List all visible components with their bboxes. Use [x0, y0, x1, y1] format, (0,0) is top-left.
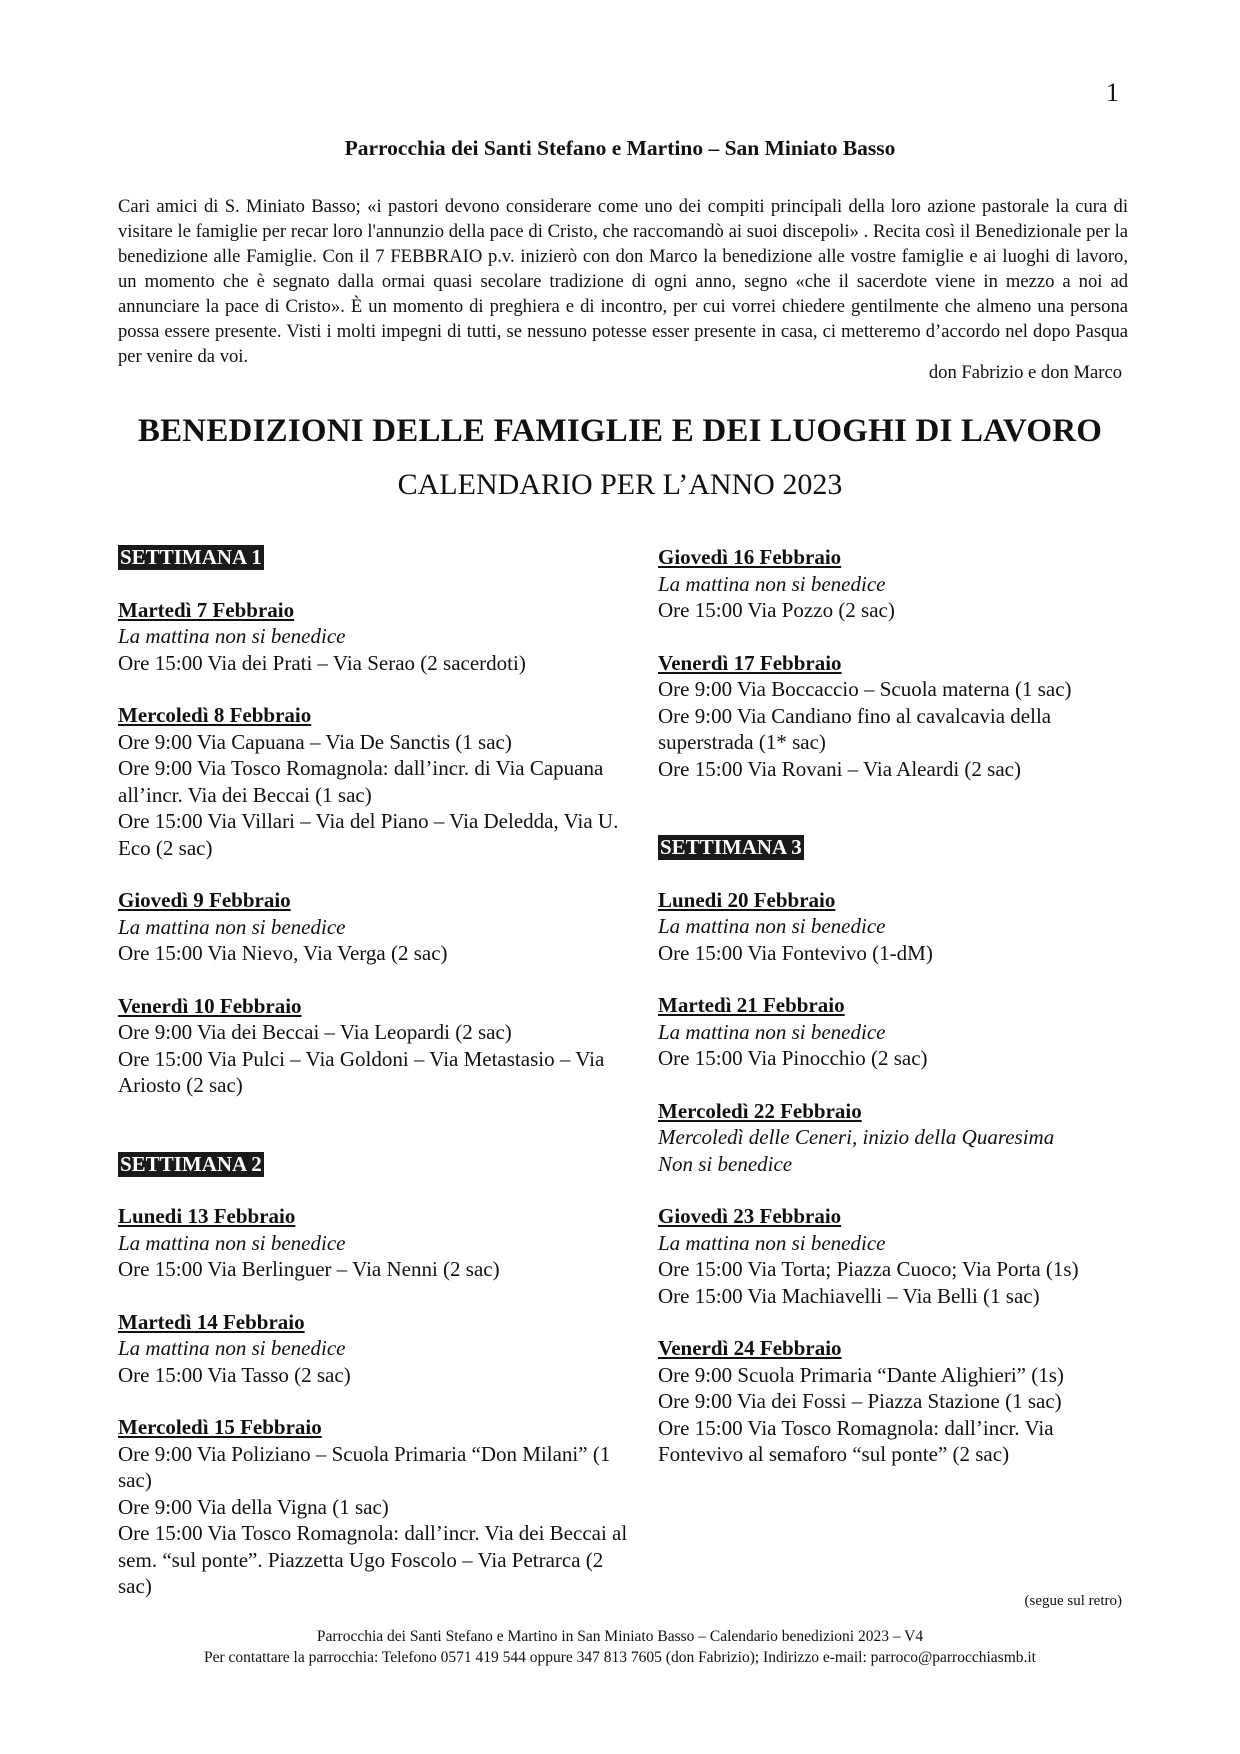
- week-label: SETTIMANA 3: [660, 835, 802, 859]
- schedule-line: Ore 9:00 Via della Vigna (1 sac): [118, 1494, 389, 1519]
- day-title: Martedì 14 Febbraio: [118, 1309, 305, 1334]
- day-note: La mattina non si benedice: [658, 1230, 886, 1255]
- schedule-line: Ore 15:00 Via Tosco Romagnola: dall’incr. Via dei Beccai al sem. “sul ponte”. Piazzetta Ugo Foscolo – Via Petrarca (2 sac): [118, 1521, 628, 1598]
- signature: don Fabrizio e don Marco: [928, 362, 1122, 383]
- schedule-line: Ore 9:00 Via Candiano fino al cavalcavia della superstrada (1* sac): [658, 703, 1052, 754]
- week-label: SETTIMANA 2: [120, 1151, 262, 1176]
- day-block: [118, 702, 638, 861]
- day-title: Mercoledì 15 Febbraio: [118, 1415, 322, 1439]
- day-title: Giovedì 16 Febbraio: [658, 545, 842, 569]
- schedule-line: Ore 9:00 Via Poliziano – Scuola Primaria “Don Milani” (1 sac): [118, 1441, 611, 1492]
- schedule-line: Ore 15:00 Via Tasso (2 sac): [118, 1362, 351, 1387]
- schedule-line: Ore 15:00 Via Villari – Via del Piano – Via Deledda, Via U. Eco (2 sac): [118, 809, 619, 860]
- schedule-line: Ore 15:00 Via Rovani – Via Aleardi (2 sac): [658, 756, 1021, 781]
- schedule-line: Ore 15:00 Via Pulci – Via Goldoni – Via Metastasio – Via Ariosto (2 sac): [118, 1046, 605, 1097]
- schedule-line: Ore 9:00 Via dei Beccai – Via Leopardi (2 sac): [118, 1020, 512, 1044]
- schedule-line: Ore 15:00 Via Tosco Romagnola: dall’incr. Via Fontevivo al semaforo “sul ponte” (2 sac): [658, 1415, 1054, 1466]
- day-title: Lunedi 20 Febbraio: [658, 887, 836, 912]
- schedule-line: Ore 9:00 Via Boccaccio – Scuola materna (1 sac): [658, 677, 1072, 701]
- schedule-line: Ore 15:00 Via Nievo, Via Verga (2 sac): [118, 941, 448, 965]
- week-header: [118, 1151, 638, 1178]
- schedule-line: Ore 15:00 Via Torta; Piazza Cuoco; Via Porta (1s): [658, 1257, 1079, 1281]
- day-block: [118, 1203, 638, 1283]
- day-note: La mattina non si benedice: [118, 914, 346, 939]
- schedule-line: Ore 9:00 Scuola Primaria “Dante Alighieri” (1s): [658, 1362, 1064, 1387]
- day-note: La mattina non si benedice: [118, 1336, 346, 1360]
- calendar-left-column: [118, 544, 638, 1600]
- day-title: Mercoledì 22 Febbraio: [658, 1098, 862, 1123]
- day-block: [658, 1203, 1138, 1309]
- schedule-line: Ore 15:00 Via Machiavelli – Via Belli (1 sac): [658, 1283, 1040, 1308]
- schedule-line: Ore 15:00 Via Berlinguer – Via Nenni (2 sac): [118, 1257, 500, 1281]
- day-block: [658, 992, 1138, 1072]
- day-title: Martedì 7 Febbraio: [118, 597, 295, 622]
- day-note: La mattina non si benedice: [118, 624, 346, 648]
- continued-days: [658, 544, 1138, 782]
- day-note: La mattina non si benedice: [118, 1230, 346, 1255]
- schedule-line: Ore 15:00 Via dei Prati – Via Serao (2 sacerdoti): [118, 650, 526, 675]
- document-title: BENEDIZIONI DELLE FAMIGLIE E DEI LUOGHI DI LAVORO: [137, 413, 1103, 449]
- schedule-line: Ore 15:00 Via Pozzo (2 sac): [658, 598, 895, 622]
- day-title: Martedì 21 Febbraio: [658, 993, 845, 1017]
- day-block: [658, 887, 1138, 967]
- day-block: [118, 597, 638, 677]
- day-note: Non si benedice: [658, 1151, 793, 1176]
- day-title: Venerdì 17 Febbraio: [658, 650, 842, 675]
- day-block: [118, 993, 638, 1099]
- day-title: Giovedì 23 Febbraio: [658, 1204, 842, 1228]
- day-title: Venerdì 24 Febbraio: [658, 1336, 842, 1360]
- day-block: [118, 1309, 638, 1389]
- footer-line-1: Parrocchia dei Santi Stefano e Martino in San Miniato Basso – Calendario benedizioni 2023 – V4: [316, 1628, 924, 1645]
- footer-line-2: Per contattare la parrocchia: Telefono 0571 419 544 oppure 347 813 7605 (don Fabrizio); Indirizzo e-mail: parroco@parrocchiasmb.it: [204, 1649, 1036, 1666]
- calendar-right-column: [658, 544, 1138, 1468]
- parish-header: Parrocchia dei Santi Stefano e Martino – San Miniato Basso: [344, 136, 896, 160]
- day-note: Mercoledì delle Ceneri, inizio della Quaresima: [658, 1125, 1055, 1149]
- day-title: Giovedì 9 Febbraio: [118, 888, 291, 912]
- page-footer: [0, 1626, 1240, 1668]
- week-header: [118, 544, 638, 571]
- day-block: [658, 1098, 1138, 1178]
- day-block: [118, 1414, 638, 1600]
- day-block: [658, 650, 1138, 783]
- intro-letter: Cari amici di S. Miniato Basso; «i pastori devono considerare come uno dei compiti principali della loro azione pastorale la cura di visitare le famiglie per recar loro l'annunzio della pace di Cristo, che raccomandò ai suoi discepoli» . Recita così il Benedizionale per la benedizione alle Famiglie. Con il 7 FEBBRAIO p.v. inizierò con don Marco la benedizione alle vostre famiglie e ai luoghi di lavoro, un momento che è segnato dalla ormai quasi secolare tradizione di ogni anno, segno «che il sacerdote viene in mezzo a noi ad annunciare la pace di Cristo». È un momento di preghiera e di incontro, per cui vorrei chiedere gentilmente che almeno una persona possa essere presente. Visti i molti impegni di tutti, se nessuno potesse esser presente in casa, ci metteremo d’accordo nel dopo Pasqua per venire da voi.: [118, 196, 1128, 367]
- page-number: 1: [1106, 78, 1119, 107]
- day-title: Venerdì 10 Febbraio: [118, 993, 302, 1018]
- schedule-line: Ore 9:00 Via Capuana – Via De Sanctis (1 sac): [118, 729, 512, 754]
- day-note: La mattina non si benedice: [658, 1019, 886, 1044]
- continued-note: (segue sul retro): [1024, 1593, 1122, 1609]
- day-note: La mattina non si benedice: [658, 571, 886, 596]
- day-block: [658, 544, 1138, 624]
- day-title: Mercoledì 8 Febbraio: [118, 703, 312, 727]
- week-label: SETTIMANA 1: [120, 545, 262, 569]
- schedule-line: Ore 15:00 Via Pinocchio (2 sac): [658, 1046, 928, 1070]
- schedule-line: Ore 15:00 Via Fontevivo (1-dM): [658, 940, 933, 965]
- schedule-line: Ore 9:00 Via Tosco Romagnola: dall’incr. di Via Capuana all’incr. Via dei Beccai (1 sac): [118, 756, 604, 807]
- schedule-line: Ore 9:00 Via dei Fossi – Piazza Stazione (1 sac): [658, 1389, 1062, 1413]
- day-title: Lunedi 13 Febbraio: [118, 1204, 296, 1228]
- day-note: La mattina non si benedice: [658, 914, 886, 938]
- day-block: [658, 1335, 1138, 1468]
- day-block: [118, 887, 638, 967]
- document-subtitle: CALENDARIO PER L’ANNO 2023: [397, 468, 843, 501]
- week-header: [658, 834, 1138, 861]
